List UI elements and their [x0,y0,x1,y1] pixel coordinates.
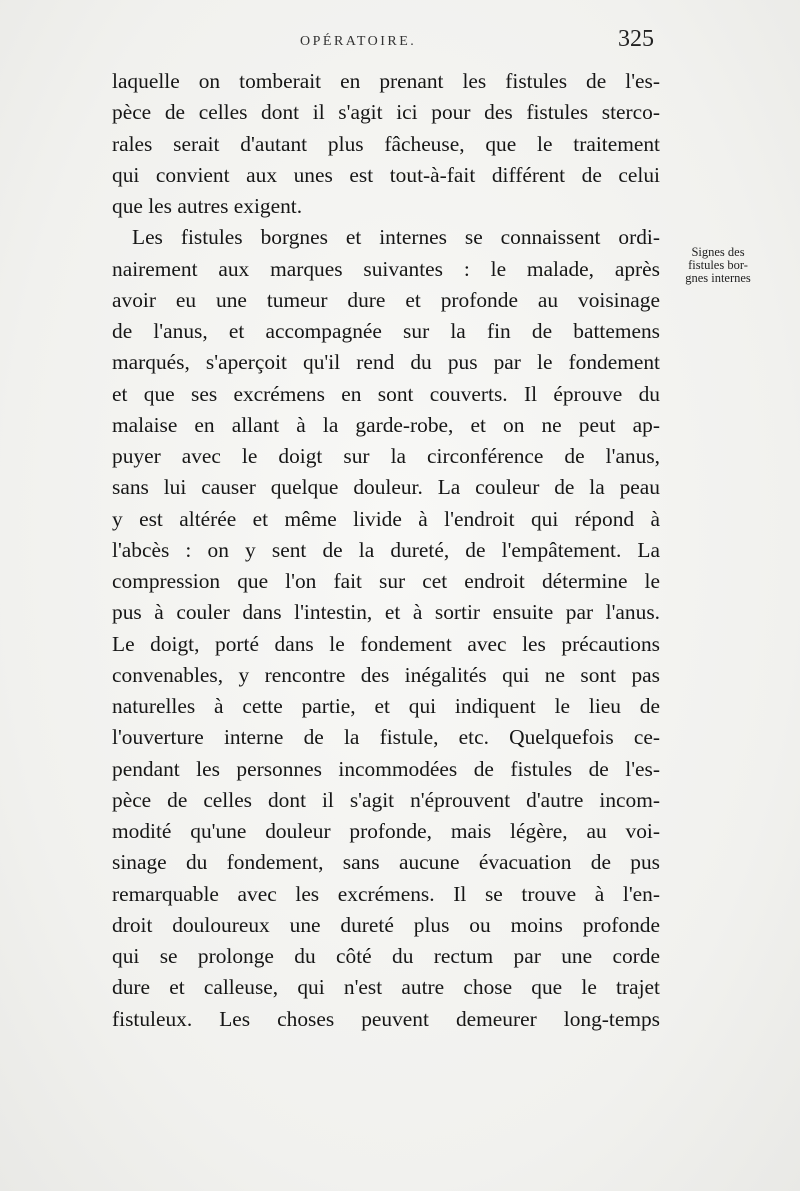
text-line: puyer avec le doigt sur la circonférence de l'anus, [112,444,660,468]
body-text [112,66,660,1035]
text-line: pèce de celles dont il s'agit ici pour des fistules sterco- [112,100,660,125]
text-line: y est altérée et même livide à l'endroit qui répond à [112,506,660,531]
text-line: compression que l'on fait sur cet endroit détermine le [112,569,660,593]
text-line: qui convient aux unes est tout-à-fait différent de celui [112,162,660,187]
text-line: naturelles à cette partie, et qui indiquent le lieu de [112,694,660,718]
margin-note-line: fistules bor- [688,258,748,272]
text-line: modité qu'une douleur profonde, mais légère, au voi- [112,819,660,843]
margin-note-line: Signes des [691,245,745,259]
text-line: fistuleux. Les choses peuvent demeurer long-temps [112,1006,660,1031]
text-line: marqués, s'aperçoit qu'il rend du pus par le fondement [112,350,660,375]
text-line: rales serait d'autant plus fâcheuse, que le traitement [112,131,660,156]
text-line: qui se prolonge du côté du rectum par une corde [112,944,660,968]
text-line: pus à couler dans l'intestin, et à sortir ensuite par l'anus. [112,600,660,625]
text-line: l'abcès : on y sent de la dureté, de l'empâtement. La [112,537,660,562]
text-line: avoir eu une tumeur dure et profonde au voisinage [112,287,660,312]
text-line: sinage du fondement, sans aucune évacuation de pus [112,850,660,875]
text-line: droit douloureux une dureté plus ou moins profonde [112,912,660,937]
text-line: convenables, y rencontre des inégalités qui ne sont pas [112,662,660,687]
text-line: Les fistules borgnes et internes se connaissent ordi- [132,225,660,250]
text-line: malaise en allant à la garde-robe, et on ne peut ap- [112,412,660,437]
text-line: et que ses excrémens en sont couverts. Il éprouve du [112,381,660,406]
text-line: dure et calleuse, qui n'est autre chose que le trajet [112,975,660,1000]
text-line: pèce de celles dont il s'agit n'éprouvent d'autre incom- [112,787,660,812]
text-line: pendant les personnes incommodées de fistules de l'es- [112,756,660,781]
text-line: sans lui causer quelque douleur. La couleur de la peau [112,475,660,500]
margin-note-line: gnes internes [685,271,751,285]
page-number: 325 [618,26,654,52]
text-line: de l'anus, et accompagnée sur la fin de battemens [112,319,660,343]
text-line: laquelle on tomberait en prenant les fistules de l'es- [112,69,660,93]
text-line: que les autres exigent. [112,194,303,218]
text-line: Le doigt, porté dans le fondement avec les précautions [112,631,660,656]
running-head: OPÉRATOIRE. [300,34,417,49]
margin-note [668,246,768,285]
text-line: l'ouverture interne de la fistule, etc. Quelquefois ce- [112,725,660,750]
text-line: nairement aux marques suivantes : le malade, après [112,256,660,281]
text-line: remarquable avec les excrémens. Il se trouve à l'en- [112,881,660,906]
